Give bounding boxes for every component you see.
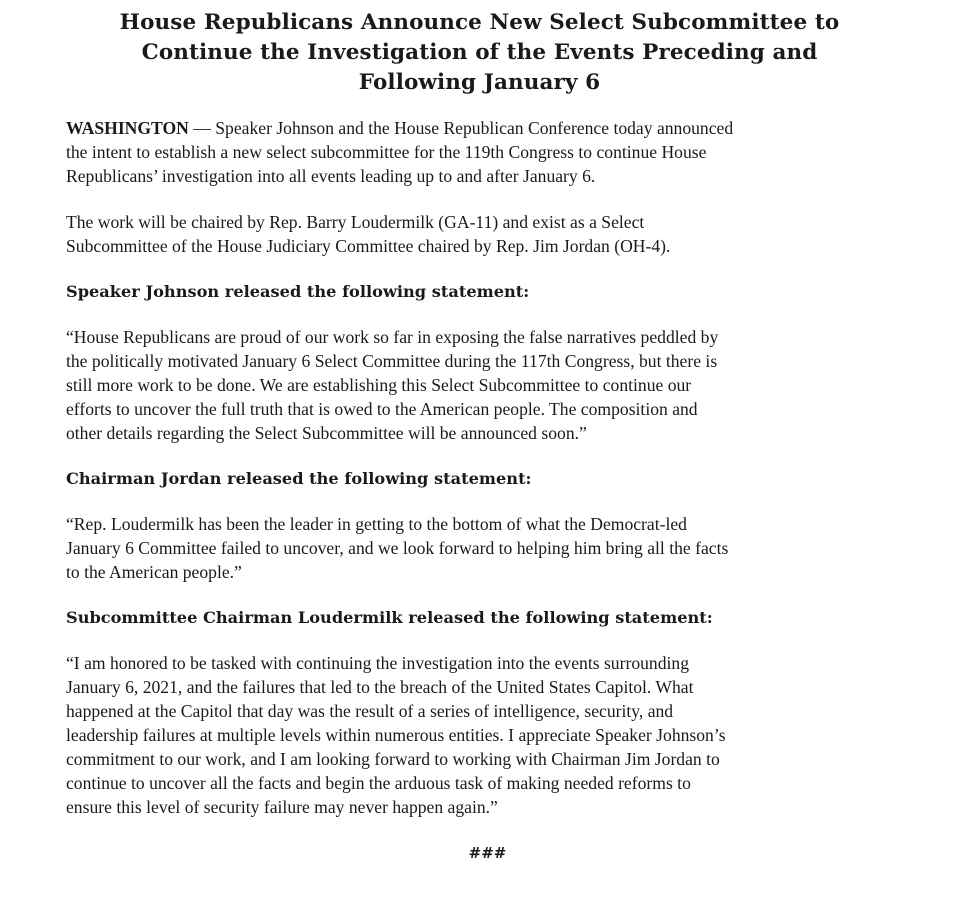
statement-line: to the American people.” <box>66 562 242 582</box>
statement-line: still more work to be done. We are establishing this Select Subcommittee to continue our <box>66 375 692 395</box>
statement-line: efforts to uncover the full truth that is owed to the American people. The composition and <box>66 399 698 419</box>
loudermilk-statement-heading: Subcommittee Chairman Loudermilk released the following statement: <box>66 608 713 627</box>
statement-line: “House Republicans are proud of our work so far in exposing the false narratives peddled by <box>66 327 719 347</box>
statement-line: other details regarding the Select Subcommittee will be announced soon.” <box>66 423 587 443</box>
spacer <box>66 630 893 651</box>
title-line: House Republicans Announce New Select Subcommittee to <box>119 10 840 35</box>
intro-line: the intent to establish a new select subcommittee for the 119th Congress to continue House <box>66 142 707 162</box>
johnson-statement-heading: Speaker Johnson released the following statement: <box>66 282 530 301</box>
spacer <box>66 445 893 467</box>
statement-line: ensure this level of security failure may never happen again.” <box>66 797 498 817</box>
press-release-title <box>66 8 893 98</box>
spacer <box>66 584 893 606</box>
chair-line: Subcommittee of the House Judiciary Committee chaired by Rep. Jim Jordan (OH-4). <box>66 236 671 256</box>
intro-paragraph <box>66 116 893 188</box>
statement-line: happened at the Capitol that day was the result of a series of intelligence, security, and <box>66 701 674 721</box>
title-line: Continue the Investigation of the Events Preceding and <box>141 40 818 65</box>
jordan-statement-heading: Chairman Jordan released the following statement: <box>66 469 532 488</box>
spacer <box>66 188 893 210</box>
spacer <box>66 819 893 841</box>
statement-line: “I am honored to be tasked with continuing the investigation into the events surrounding <box>66 653 689 673</box>
spacer <box>66 258 893 280</box>
statement-line: “Rep. Loudermilk has been the leader in getting to the bottom of what the Democrat-led <box>66 514 687 534</box>
loudermilk-statement <box>66 651 893 819</box>
statement-line: January 6, 2021, and the failures that led to the breach of the United States Capitol. What <box>66 677 694 697</box>
dateline: WASHINGTON <box>66 118 189 138</box>
statement-line: continue to uncover all the facts and begin the arduous task of making needed reforms to <box>66 773 691 793</box>
chair-paragraph <box>66 210 893 258</box>
statement-line: the politically motivated January 6 Select Committee during the 117th Congress, but there is <box>66 351 718 371</box>
end-mark: ### <box>468 844 507 862</box>
statement-line: January 6 Committee failed to uncover, and we look forward to helping him bring all the facts <box>66 538 729 558</box>
statement-line: commitment to our work, and I am looking forward to working with Chairman Jim Jordan to <box>66 749 720 769</box>
intro-line-text: — Speaker Johnson and the House Republican Conference today announced <box>188 118 734 138</box>
johnson-statement <box>66 325 893 445</box>
intro-line: Republicans’ investigation into all events leading up to and after January 6. <box>66 166 596 186</box>
title-line: Following January 6 <box>358 70 601 95</box>
chair-line: The work will be chaired by Rep. Barry Loudermilk (GA-11) and exist as a Select <box>66 212 645 232</box>
spacer <box>66 491 893 512</box>
spacer <box>66 304 893 325</box>
intro-line <box>66 116 893 140</box>
jordan-statement <box>66 512 893 584</box>
statement-line: leadership failures at multiple levels within numerous entities. I appreciate Speaker Johnson’s <box>66 725 726 745</box>
